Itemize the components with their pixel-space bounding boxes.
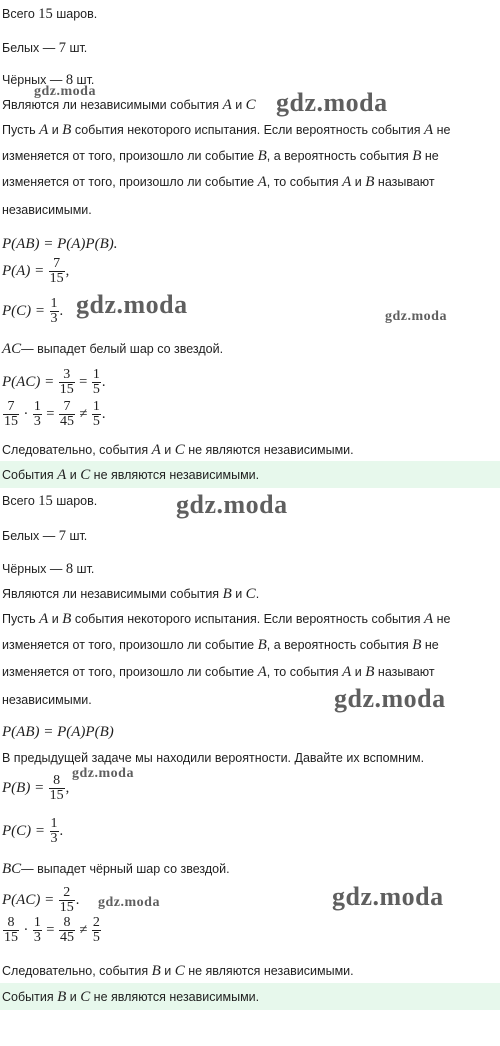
fraction: $\frac{1}{3}$ [33, 915, 41, 946]
definition-line-2: изменяется от того, произошло ли событие B, а вероятность события B не [2, 637, 439, 653]
fraction: $\frac{1}{3}$ [50, 816, 58, 847]
answer-text: События B и C не являются независимыми. [2, 989, 260, 1005]
watermark: gdz.moda [98, 895, 160, 910]
watermark: gdz.moda [276, 88, 388, 117]
definition-line-2: изменяется от того, произошло ли событие B, а вероятность события B не [2, 148, 439, 164]
formula-p-ac: P(AC) = $\frac{2}{15}$ . [2, 885, 80, 916]
fraction: $\frac{7}{45}$ [59, 399, 74, 430]
definition-line-4: независимыми. [2, 203, 92, 217]
formula-p-a: P(A) = $\frac{7}{15}$ , [2, 256, 70, 287]
formula-independence: P(AB) = P(A)P(B). [2, 236, 118, 252]
fraction: $\frac{8}{45}$ [59, 915, 74, 946]
definition-line-3: изменяется от того, произошло ли событие A, то события A и B называют [2, 664, 435, 680]
fraction: $\frac{7}{15}$ [4, 399, 18, 430]
formula-p-c: P(C) = $\frac{1}{3}$ . [2, 296, 64, 327]
watermark: gdz.moda [72, 766, 134, 781]
event-ac-description: AC— выпадет белый шар со звездой. [2, 341, 224, 357]
conclusion-line: Следовательно, события A и C не являются независимыми. [2, 442, 354, 458]
formula-p-ac: P(AC) = $\frac{3}{15}$ = $\frac{1}{5}$ . [2, 367, 106, 398]
watermark: gdz.moda [385, 309, 447, 324]
formula-product: $\frac{7}{15}$ · $\frac{1}{3}$ = $\frac{7}{45}$ ≠ $\frac{1}{5}$ . [4, 399, 106, 430]
fraction: $\frac{1}{3}$ [33, 399, 41, 430]
white-balls-line: Белых — 7 шт. [2, 528, 88, 544]
definition-line-4: независимыми. [2, 693, 92, 707]
fraction: $\frac{1}{5}$ [92, 399, 100, 430]
watermark: gdz.moda [34, 84, 96, 99]
black-balls-line: Чёрных — 8 шт. [2, 561, 95, 577]
formula-p-c: P(C) = $\frac{1}{3}$ . [2, 816, 64, 847]
watermark: gdz.moda [176, 490, 288, 519]
question-line: Являются ли независимыми события B и C. [2, 586, 260, 602]
formula-product: $\frac{8}{15}$ · $\frac{1}{3}$ = $\frac{8}{45}$ ≠ $\frac{2}{5}$ [4, 915, 100, 946]
watermark: gdz.moda [332, 882, 444, 911]
event-bc-description: BC— выпадет чёрный шар со звездой. [2, 861, 230, 877]
total-balls-line: Всего 15 шаров. [2, 493, 98, 509]
total-balls-line: Всего 15 шаров. [2, 6, 98, 22]
answer-box [0, 983, 500, 1010]
answer-box [0, 461, 500, 488]
white-balls-line: Белых — 7 шт. [2, 40, 88, 56]
formula-p-b: P(B) = $\frac{8}{15}$ , [2, 773, 70, 804]
watermark: gdz.moda [76, 290, 188, 319]
formula-independence: P(AB) = P(A)P(B) [2, 724, 114, 740]
recall-line: В предыдущей задаче мы находили вероятности. Давайте их вспомним. [2, 751, 425, 765]
definition-line-1: Пусть A и B события некоторого испытания. Если вероятность события A не [2, 611, 451, 627]
definition-line-1: Пусть A и B события некоторого испытания. Если вероятность события A не [2, 122, 451, 138]
fraction: $\frac{1}{3}$ [50, 296, 58, 327]
fraction: $\frac{1}{5}$ [92, 367, 100, 398]
fraction: $\frac{8}{15}$ [49, 773, 64, 804]
fraction: $\frac{2}{15}$ [59, 885, 74, 916]
fraction: $\frac{7}{15}$ [49, 256, 64, 287]
answer-text: События A и C не являются независимыми. [2, 467, 260, 483]
watermark: gdz.moda [334, 684, 446, 713]
fraction: $\frac{8}{15}$ [4, 915, 18, 946]
black-balls-line: Чёрных — 8 шт. [2, 72, 95, 88]
question-line: Являются ли независимыми события A и C [2, 97, 256, 113]
fraction: $\frac{3}{15}$ [59, 367, 74, 398]
fraction: $\frac{2}{5}$ [92, 915, 100, 946]
conclusion-line: Следовательно, события B и C не являются независимыми. [2, 963, 354, 979]
definition-line-3: изменяется от того, произошло ли событие A, то события A и B называют [2, 174, 435, 190]
